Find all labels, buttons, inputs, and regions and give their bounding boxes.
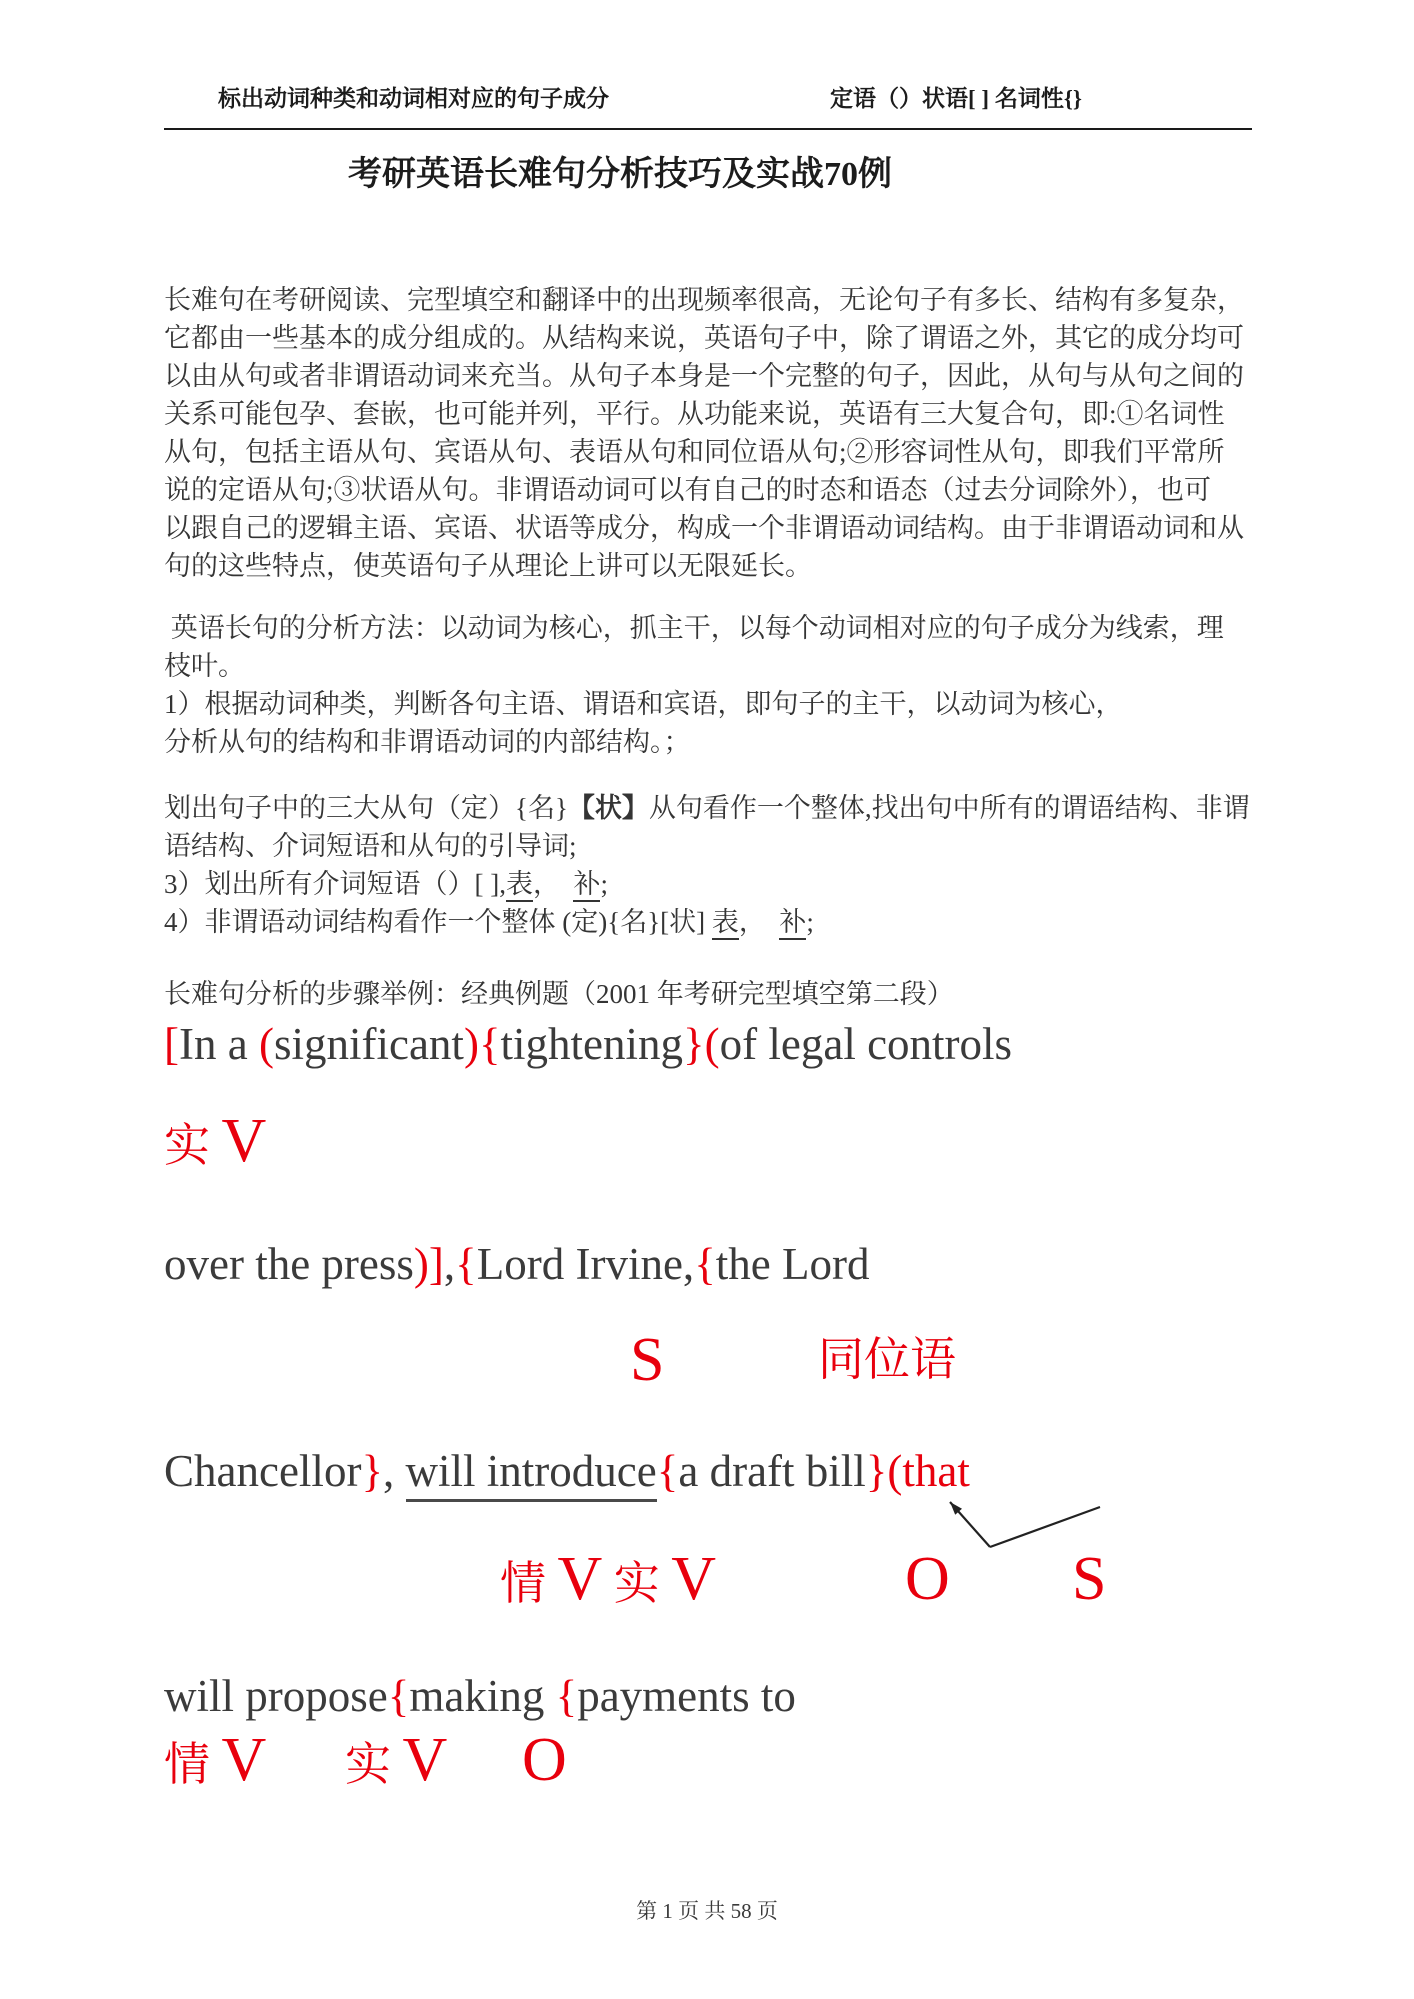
text-line: 以由从句或者非谓语动词来充当。从句子本身是一个完整的句子，因此，从句与从句之间的	[164, 361, 1244, 391]
text-line: 长难句在考研阅读、完型填空和翻译中的出现频率很高，无论句子有多长、结构有多复杂，	[164, 285, 1244, 315]
steps-line-1: 划出句子中的三大从句（定）{名}【状】从句看作一个整体,找出句中所有的谓语结构、非谓	[164, 793, 1250, 823]
text-line: 英语长句的分析方法：以动词为核心，抓主干，以每个动词相对应的句子成分为线索，理	[164, 613, 1224, 643]
intro-paragraph	[164, 281, 1244, 585]
steps-line-2: 语结构、介词短语和从句的引导词;	[164, 831, 577, 861]
header-rule	[164, 128, 1252, 130]
example-caption: 长难句分析的步骤举例：经典例题（2001 年考研完型填空第二段）	[164, 979, 954, 1009]
steps-line-3: 3）划出所有介词短语（）[ ],表， 补;	[164, 865, 1250, 903]
page-title: 考研英语长难句分析技巧及实战70例	[348, 156, 892, 193]
label-apposition: 同位语	[818, 1334, 956, 1385]
label-object-2: O	[522, 1726, 567, 1794]
text-line: 1）根据动词种类，判断各句主语、谓语和宾语，即句子的主干，以动词为核心，	[164, 689, 1123, 719]
header-right-note: 定语（）状语[ ] 名词性{}	[830, 86, 1082, 111]
sentence-line-1: [In a (significant){tightening}(of legal controls	[164, 1019, 1013, 1069]
page-footer: 第 1 页 共 58 页	[636, 1899, 778, 1923]
label-qing-v-shi-v: 情 V 实 V	[500, 1545, 717, 1613]
text-line: 分析从句的结构和非谓语动词的内部结构。；	[164, 727, 691, 757]
text-line: 从句，包括主语从句、宾语从句、表语从句和同位语从句;②形容词性从句，即我们平常所	[164, 437, 1225, 467]
method-paragraph	[164, 609, 1224, 761]
label-subject-2: S	[1072, 1545, 1107, 1613]
sentence-line-4: will propose{making {payments to	[164, 1671, 796, 1721]
label-shi-v-1: 实 V	[164, 1107, 267, 1175]
text-line: 枝叶。	[164, 651, 245, 681]
label-object-1: O	[905, 1545, 950, 1613]
text-line: 说的定语从句;③状语从句。非谓语动词可以有自己的时态和语态（过去分词除外），也可	[164, 475, 1211, 505]
text-line: 以跟自己的逻辑主语、宾语、状语等成分，构成一个非谓语动词结构。由于非谓语动词和从	[164, 513, 1244, 543]
header-left-note: 标出动词种类和动词相对应的句子成分	[218, 86, 609, 111]
text-line: 它都由一些基本的成分组成的。从结构来说，英语句子中，除了谓语之外，其它的成分均可	[164, 323, 1244, 353]
text-line: 句的这些特点，使英语句子从理论上讲可以无限延长。	[164, 551, 812, 581]
text-line: 关系可能包孕、套嵌，也可能并列，平行。从功能来说，英语有三大复合句，即:①名词性	[164, 399, 1225, 429]
label-shi-v-2: 实 V	[345, 1726, 448, 1794]
label-qing-v-2: 情 V	[164, 1726, 267, 1794]
steps-paragraph	[164, 789, 1250, 941]
steps-line-4: 4）非谓语动词结构看作一个整体 (定){名}[状] 表， 补;	[164, 903, 1250, 941]
label-subject-1: S	[630, 1326, 665, 1394]
sentence-line-2: over the press)],{Lord Irvine,{the Lord	[164, 1239, 870, 1289]
sentence-line-3: Chancellor}, will introduce{a draft bill}(that	[164, 1440, 970, 1502]
